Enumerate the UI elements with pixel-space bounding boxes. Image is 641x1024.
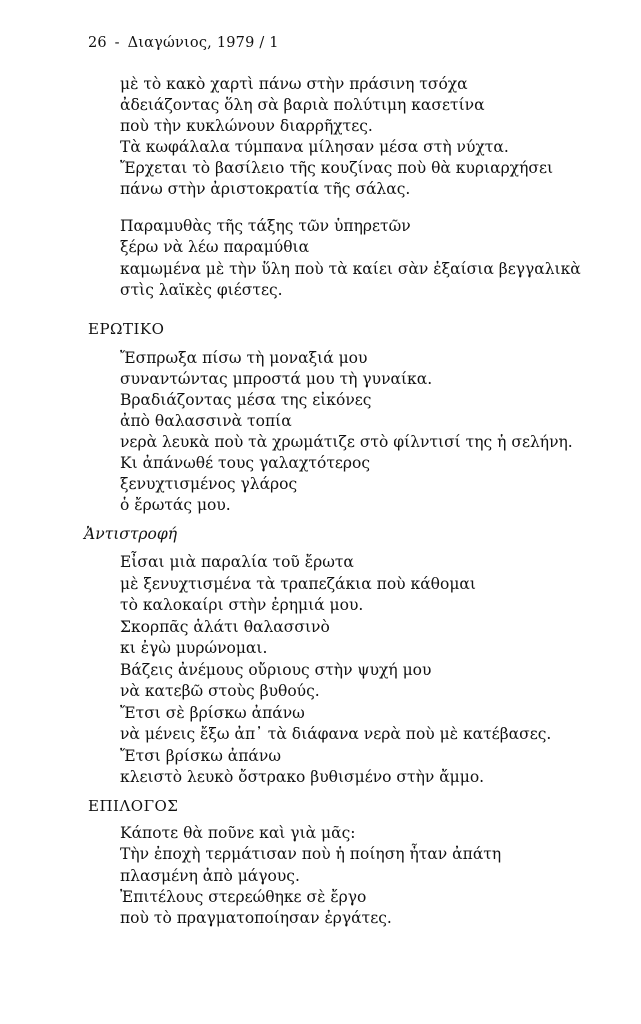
poem-line: καμωμένα μὲ τὴν ὕλη ποὺ τὰ καίει σὰν ἐξαίσια βεγγαλικὰ xyxy=(120,260,581,278)
poem-line: μὲ τὸ κακὸ χαρτὶ πάνω στὴν πράσινη τσόχα xyxy=(120,75,468,93)
issue-number: 1979 / 1 xyxy=(216,35,279,51)
poem-line: Τὴν ἐποχὴ τερμάτισαν ποὺ ἡ ποίηση ἦταν ἀπάτη xyxy=(120,845,502,863)
poem-line: Κάποτε θὰ ποῦνε καὶ γιὰ μᾶς: xyxy=(120,824,356,842)
poem-line: Βάζεις ἀνέμους οὔριους στὴν ψυχή μου xyxy=(120,661,432,679)
poem-line: νὰ κατεβῶ στοὺς βυθούς. xyxy=(120,682,320,700)
poem-line: Σκορπᾶς ἁλάτι θαλασσινὸ xyxy=(120,618,330,636)
poem-line: ἀδειάζοντας ὅλη σὰ βαριὰ πολύτιμη κασετίνα xyxy=(120,96,485,114)
poem-line: συναντώντας μπροστά μου τὴ γυναίκα. xyxy=(120,370,433,388)
poem-line: τὸ καλοκαίρι στὴν ἐρημιά μου. xyxy=(120,596,364,614)
poem-line: κλειστὸ λευκὸ ὄστρακο βυθισμένο στὴν ἄμμο. xyxy=(120,768,485,786)
poem-line: νερὰ λευκὰ ποὺ τὰ χρωμάτιζε στὸ φίλντισί της ἡ σελήνη. xyxy=(120,433,573,451)
section-title-erotiko: ΕΡΩΤΙΚΟ xyxy=(88,320,165,338)
section-title-antistrofi: Ἀντιστροφή xyxy=(84,525,178,543)
poem-line: στὶς λαϊκὲς φιέστες. xyxy=(120,281,283,299)
poem-line: ποὺ τὸ πραγματοποίησαν ἐργάτες. xyxy=(120,909,392,927)
poem-line: ἀπὸ θαλασσινὰ τοπία xyxy=(120,412,292,430)
poem-line: ὁ ἔρωτάς μου. xyxy=(120,496,231,514)
poem-line: Ἔσπρωξα πίσω τὴ μοναξιά μου xyxy=(120,349,368,367)
poem-line: κι ἐγὼ μυρώνομαι. xyxy=(120,639,268,657)
running-header xyxy=(88,35,279,51)
section-title-epilogos: ΕΠΙΛΟΓΟΣ xyxy=(88,797,179,815)
poem-line: Ἔτσι σὲ βρίσκω ἀπάνω xyxy=(120,704,305,722)
poem-line: ξενυχτισμένος γλάρος xyxy=(120,475,298,493)
poem-line: ξέρω νὰ λέω παραμύθια xyxy=(120,238,310,256)
poem-line: Παραμυθὰς τῆς τάξης τῶν ὑπηρετῶν xyxy=(120,217,411,235)
poem-line: Ἔρχεται τὸ βασίλειο τῆς κουζίνας ποὺ θὰ κυριαρχήσει xyxy=(120,159,554,177)
poem-line: πλασμένη ἀπὸ μάγους. xyxy=(120,867,300,885)
header-separator: - xyxy=(114,35,120,51)
page-number: 26 xyxy=(88,35,107,51)
poem-line: μὲ ξενυχτισμένα τὰ τραπεζάκια ποὺ κάθομαι xyxy=(120,575,476,593)
poem-line: Ἐπιτέλους στερεώθηκε σὲ ἔργο xyxy=(120,888,367,906)
poem-line: πάνω στὴν ἀριστοκρατία τῆς σάλας. xyxy=(120,180,411,198)
poem-line: Εἶσαι μιὰ παραλία τοῦ ἔρωτα xyxy=(120,553,354,571)
journal-name: Διαγώνιος, xyxy=(127,35,212,51)
poem-line: Βραδιάζοντας μέσα της εἰκόνες xyxy=(120,391,372,409)
poem-line: Ἔτσι βρίσκω ἀπάνω xyxy=(120,747,281,765)
poem-line: Τὰ κωφάλαλα τύμπανα μίλησαν μέσα στὴ νύχτα. xyxy=(120,138,509,156)
poem-line: ποὺ τὴν κυκλώνουν διαρρῆχτες. xyxy=(120,117,373,135)
poem-line: νὰ μένεις ἔξω ἀπ᾽ τὰ διάφανα νερὰ ποὺ μὲ κατέβασες. xyxy=(120,725,552,743)
poem-line: Κι ἀπάνωθέ τους γαλαχτότερος xyxy=(120,454,371,472)
